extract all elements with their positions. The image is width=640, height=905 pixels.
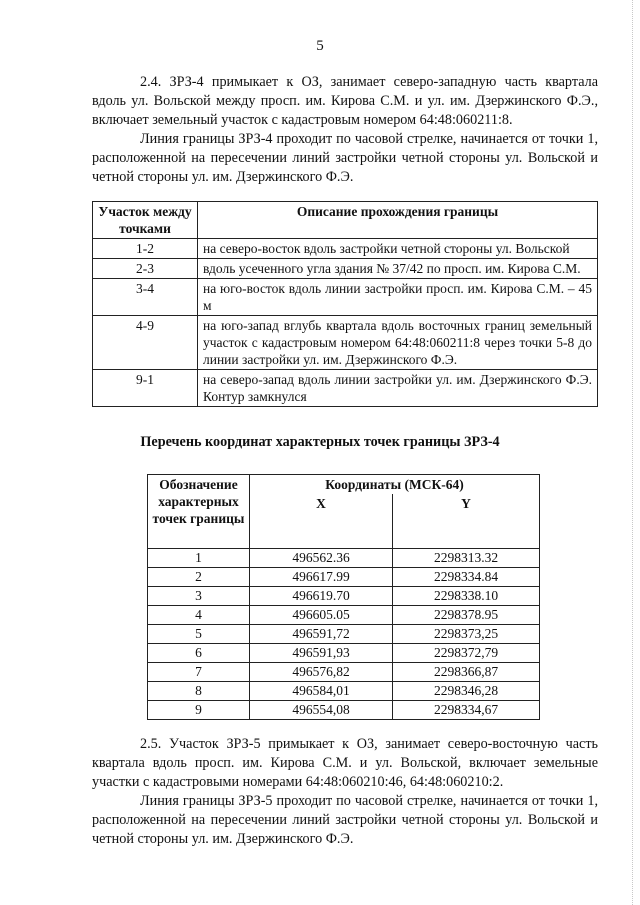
coords-x-cell: 496554,08 [250, 701, 393, 720]
coords-header-x: X [250, 494, 393, 549]
coords-table-title: Перечень координат характерных точек границы ЗРЗ-4 [140, 434, 500, 450]
coords-header-point: Обозначение характерных точек границы [148, 475, 250, 549]
coords-table-row [148, 663, 540, 682]
scan-edge-line [632, 0, 634, 905]
coords-point-cell: 8 [148, 682, 250, 701]
coords-point-cell: 5 [148, 625, 250, 644]
border-description-table [92, 201, 598, 407]
section-2-5-paragraph-2: Линия границы ЗРЗ-5 проходит по часовой стрелке, начинается от точки 1, расположенной на пересечении линий застройки четной стороны ул. Вольской и четной стороны ул. им. Дзержинского Ф.Э. [92, 793, 598, 847]
section-2-4 [92, 73, 598, 187]
border-segment-cell: 1-2 [93, 239, 198, 259]
coordinates-table [147, 474, 540, 720]
coords-table-row [148, 606, 540, 625]
coords-table-body [148, 549, 540, 720]
coords-y-cell: 2298334,67 [393, 701, 540, 720]
border-table-header-description: Описание прохождения границы [198, 202, 598, 239]
coords-table-row [148, 587, 540, 606]
coords-point-cell: 2 [148, 568, 250, 587]
coords-table-row [148, 701, 540, 720]
coords-x-cell: 496562.36 [250, 549, 393, 568]
border-table-row [93, 316, 598, 370]
coords-y-cell: 2298334.84 [393, 568, 540, 587]
coords-table-row [148, 644, 540, 663]
section-2-5 [92, 735, 598, 849]
coords-x-cell: 496584,01 [250, 682, 393, 701]
border-table-header-segment: Участок между точками [93, 202, 198, 239]
border-segment-cell: 9-1 [93, 370, 198, 407]
coords-table-row [148, 568, 540, 587]
coords-y-cell: 2298378.95 [393, 606, 540, 625]
coords-header-system: Координаты (МСК-64) [250, 475, 540, 495]
coords-table-row [148, 625, 540, 644]
coords-point-cell: 7 [148, 663, 250, 682]
border-description-cell: на юго-запад вглубь квартала вдоль восточных границ земельный участок с кадастровым номером 64:48:060211:8 через точки 5-8 до линии застройки ул. им. Дзержинского Ф.Э. [198, 316, 598, 370]
section-2-5-paragraph-1: 2.5. Участок ЗРЗ-5 примыкает к ОЗ, занимает северо-восточную часть квартала вдоль просп. им. Кирова С.М. и ул. Вольской, включает земельные участки с кадастровыми номерами 64:48:060210:46, 64:48:060210:2. [92, 736, 598, 790]
border-table-row [93, 259, 598, 279]
border-segment-cell: 2-3 [93, 259, 198, 279]
coords-x-cell: 496576,82 [250, 663, 393, 682]
section-2-4-paragraph-1: 2.4. ЗРЗ-4 примыкает к ОЗ, занимает северо-западную часть квартала вдоль ул. Вольской между просп. им. Кирова С.М. и ул. им. Дзержинского Ф.Э., включает земельный участок с кадастровым номером 64:48:060211:8. [92, 74, 598, 128]
coords-y-cell: 2298372,79 [393, 644, 540, 663]
border-table-row [93, 239, 598, 259]
border-table-row [93, 279, 598, 316]
coords-x-cell: 496619.70 [250, 587, 393, 606]
coords-y-cell: 2298373,25 [393, 625, 540, 644]
coords-header-y: Y [393, 494, 540, 549]
border-description-cell: на северо-восток вдоль застройки четной стороны ул. Вольской [198, 239, 598, 259]
coords-x-cell: 496617.99 [250, 568, 393, 587]
coords-point-cell: 6 [148, 644, 250, 663]
border-table-row [93, 370, 598, 407]
coords-y-cell: 2298366,87 [393, 663, 540, 682]
coords-point-cell: 3 [148, 587, 250, 606]
page-number: 5 [316, 38, 324, 54]
coords-x-cell: 496605.05 [250, 606, 393, 625]
coords-point-cell: 1 [148, 549, 250, 568]
coords-table-row [148, 549, 540, 568]
coords-y-cell: 2298346,28 [393, 682, 540, 701]
border-segment-cell: 3-4 [93, 279, 198, 316]
border-description-cell: на юго-восток вдоль линии застройки просп. им. Кирова С.М. – 45 м [198, 279, 598, 316]
border-description-cell: вдоль усеченного угла здания № 37/42 по просп. им. Кирова С.М. [198, 259, 598, 279]
coords-point-cell: 9 [148, 701, 250, 720]
coords-point-cell: 4 [148, 606, 250, 625]
coords-table-row [148, 682, 540, 701]
border-table-body [93, 239, 598, 407]
section-2-4-paragraph-2: Линия границы ЗРЗ-4 проходит по часовой стрелке, начинается от точки 1, расположенной на пересечении линий застройки четной стороны ул. Вольской и четной стороны ул. им. Дзержинского Ф.Э. [92, 131, 598, 185]
coords-x-cell: 496591,93 [250, 644, 393, 663]
border-segment-cell: 4-9 [93, 316, 198, 370]
coords-x-cell: 496591,72 [250, 625, 393, 644]
coords-y-cell: 2298338.10 [393, 587, 540, 606]
coords-y-cell: 2298313.32 [393, 549, 540, 568]
border-description-cell: на северо-запад вдоль линии застройки ул. им. Дзержинского Ф.Э. Контур замкнулся [198, 370, 598, 407]
